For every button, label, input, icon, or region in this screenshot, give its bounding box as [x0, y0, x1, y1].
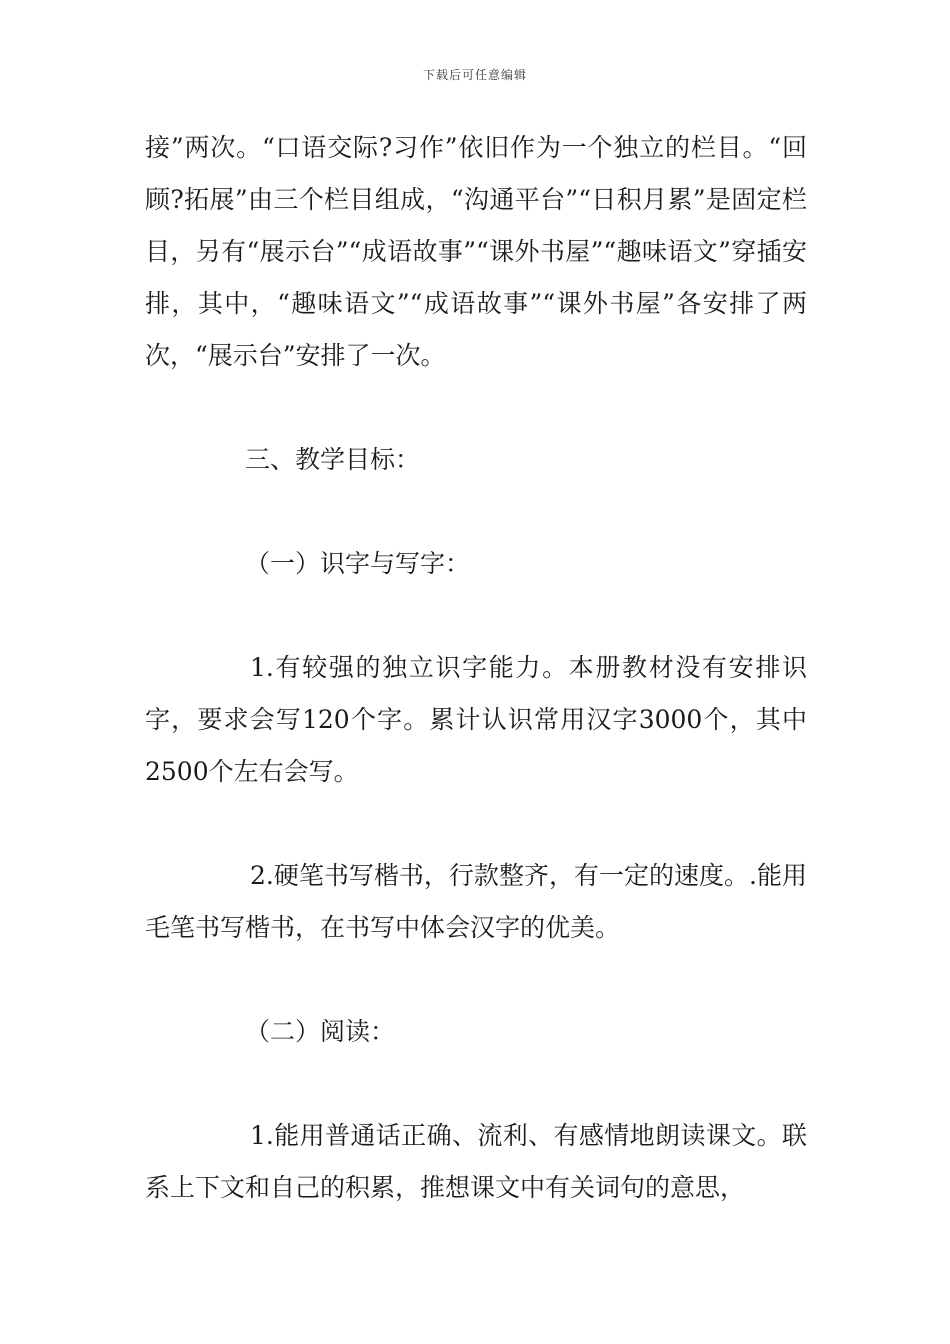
spacer [145, 954, 807, 1006]
section-heading-teaching-goals: 三、教学目标： [245, 445, 421, 474]
page-header: 下载后可任意编辑 [422, 68, 527, 82]
paragraph-columns-overview: 接”两次。“口语交际?习作”依旧作为一个独立的栏目。“回顾?拓展”由三个栏目组成，“沟通平台”“日积月累”是固定栏目，另有“展示台”“成语故事”“课外书屋”“趣味语文”穿插安排，其中，“趣味语文”“成语故事”“课外书屋”各安排了两次，“展示台”安排了一次。 [145, 133, 807, 370]
list-item-literacy-1: 1.有较强的独立识字能力。本册教材没有安排识字，要求会写120个字。累计认识常用汉字3000个，其中2500个左右会写。 [145, 653, 807, 786]
document-body [145, 122, 807, 1214]
subsection-heading-reading: （二）阅读： [245, 1017, 396, 1046]
spacer [145, 798, 807, 850]
list-item-reading-1: 1.能用普通话正确、流利、有感情地朗读课文。联系上下文和自己的积累，推想课文中有关词句的意思， [145, 1121, 807, 1202]
spacer [145, 486, 807, 538]
list-item-literacy-2: 2.硬笔书写楷书，行款整齐，有一定的速度。.能用毛笔书写楷书，在书写中体会汉字的优美。 [145, 861, 807, 942]
spacer [145, 590, 807, 642]
spacer [145, 382, 807, 434]
subsection-heading-literacy: （一）识字与写字： [245, 549, 471, 578]
spacer [145, 1058, 807, 1110]
